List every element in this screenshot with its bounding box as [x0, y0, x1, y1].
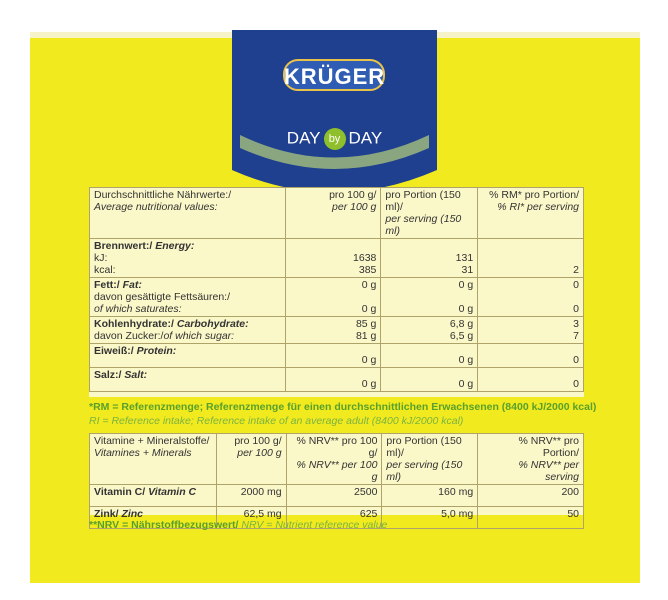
vitamins-panel — [89, 433, 584, 520]
row-title-en: Carbohydrate: — [176, 318, 249, 330]
col-header: pro Portion (150 ml)/ — [386, 435, 462, 459]
table-row — [90, 278, 584, 317]
cell-value: 62,5 mg — [243, 508, 282, 520]
cell-value: 85 g — [355, 318, 377, 330]
row-sublabel: davon gesättigte Fettsäuren:/ — [94, 291, 231, 303]
row-sublabel-en: of which saturates: — [94, 303, 182, 315]
cell-value: 2000 mg — [240, 486, 282, 498]
table-row — [90, 188, 584, 239]
vitamins-table — [89, 433, 584, 529]
row-sublabel: kcal: — [94, 264, 116, 276]
cell-value: 0 — [573, 354, 579, 366]
row-title: Fett:/ — [94, 279, 120, 291]
table-row — [90, 317, 584, 344]
col-header-en: per serving (150 ml) — [386, 459, 463, 483]
cell-value: 0 g — [361, 279, 377, 291]
col-header: pro 100 g/ — [234, 435, 282, 447]
cell-value: 5,0 mg — [441, 508, 474, 520]
row-title: Kohlenhydrate:/ — [94, 318, 174, 330]
cell-value: 31 — [461, 264, 474, 276]
cell-value: 625 — [359, 508, 378, 520]
brand-banner — [232, 30, 437, 200]
cell-value: 2 — [573, 264, 579, 276]
ri-note: *RM = Referenzmenge; Referenzmenge für einen durchschnittlichen Erwachsenen (8400 kJ/2000 kcal) — [89, 401, 597, 413]
col-header-en: per 100 g — [237, 447, 282, 459]
col-header: pro 100 g/ — [329, 189, 377, 201]
nrv-note — [89, 519, 387, 531]
table-row — [90, 239, 584, 278]
row-title: Salz:/ — [94, 369, 122, 381]
cell-value: 0 g — [458, 303, 474, 315]
row-sublabel: davon Zucker:/ — [94, 330, 164, 342]
cell-value: 0 — [573, 279, 579, 291]
cell-value: 131 — [455, 252, 474, 264]
header-label: Durchschnittliche Nährwerte:/ — [94, 189, 232, 201]
header-label-en: Average nutritional values: — [94, 201, 218, 213]
row-title-en: Protein: — [136, 345, 177, 357]
header-label-en: Vitamines + Minerals — [94, 447, 192, 459]
cell-value: 50 — [567, 508, 579, 520]
col-header-en: % RI* per serving — [497, 201, 579, 213]
cell-value: 6,8 g — [449, 318, 474, 330]
subbrand-left: DAY — [286, 128, 321, 148]
row-title-en: Fat: — [122, 279, 142, 291]
subbrand-mid: by — [324, 128, 346, 150]
nutrition-table — [89, 187, 584, 392]
nrv-note-de: **NRV = Nährstoffbezugswert/ — [89, 519, 239, 531]
subbrand-right: DAY — [348, 128, 383, 148]
col-header-en: per 100 g — [332, 201, 377, 213]
cell-value: 0 — [573, 378, 579, 390]
table-row — [90, 368, 584, 392]
table-row — [90, 485, 584, 507]
cell-value: 0 g — [458, 354, 474, 366]
col-header: % NRV** pro 100 g/ — [296, 435, 378, 459]
header-label: Vitamine + Mineralstoffe/ — [94, 435, 210, 447]
row-title: Zink/ — [94, 508, 119, 520]
cell-value: 81 g — [355, 330, 377, 342]
row-sublabel-en: of which sugar: — [163, 330, 235, 342]
row-title: Vitamin C/ — [94, 486, 146, 498]
col-header: % RM* pro Portion/ — [489, 189, 579, 201]
nrv-note-en: NRV = Nutrient reference value — [241, 519, 388, 531]
cell-value: 200 — [561, 486, 579, 498]
col-header-en: % NRV** per 100 g — [296, 459, 378, 483]
cell-value: 0 — [573, 303, 579, 315]
cell-value: 1638 — [353, 252, 377, 264]
nutrition-panel — [89, 187, 584, 397]
brand-name: KRÜGER — [283, 64, 386, 89]
row-title: Brennwert:/ — [94, 240, 153, 252]
row-title-en: Salt: — [124, 369, 148, 381]
col-header-en: % NRV** per serving — [518, 459, 579, 483]
cell-value: 0 g — [458, 279, 474, 291]
cell-value: 6,5 g — [449, 330, 474, 342]
row-title-en: Vitamin C — [148, 486, 197, 498]
cell-value: 2500 — [354, 486, 378, 498]
cell-value: 0 g — [458, 378, 474, 390]
cell-value: 160 mg — [438, 486, 474, 498]
cell-value: 0 g — [361, 354, 377, 366]
row-title-en: Zinc — [121, 508, 144, 520]
cell-value: 385 — [358, 264, 377, 276]
subbrand — [232, 128, 437, 150]
col-header: pro Portion (150 ml)/ — [385, 189, 461, 213]
ri-note-en: RI = Reference intake; Reference intake of an average adult (8400 kJ/2000 kcal) — [89, 415, 464, 427]
row-title-en: Energy: — [155, 240, 195, 252]
cell-value: 3 — [573, 318, 579, 330]
row-title: Eiweiß:/ — [94, 345, 134, 357]
col-header: % NRV** pro Portion/ — [518, 435, 579, 459]
cell-value: 0 g — [361, 303, 377, 315]
table-row — [90, 344, 584, 368]
row-sublabel: kJ: — [94, 252, 108, 264]
cell-value: 7 — [573, 330, 579, 342]
table-row — [90, 434, 584, 485]
cell-value: 0 g — [361, 378, 377, 390]
col-header-en: per serving (150 ml) — [385, 213, 462, 237]
